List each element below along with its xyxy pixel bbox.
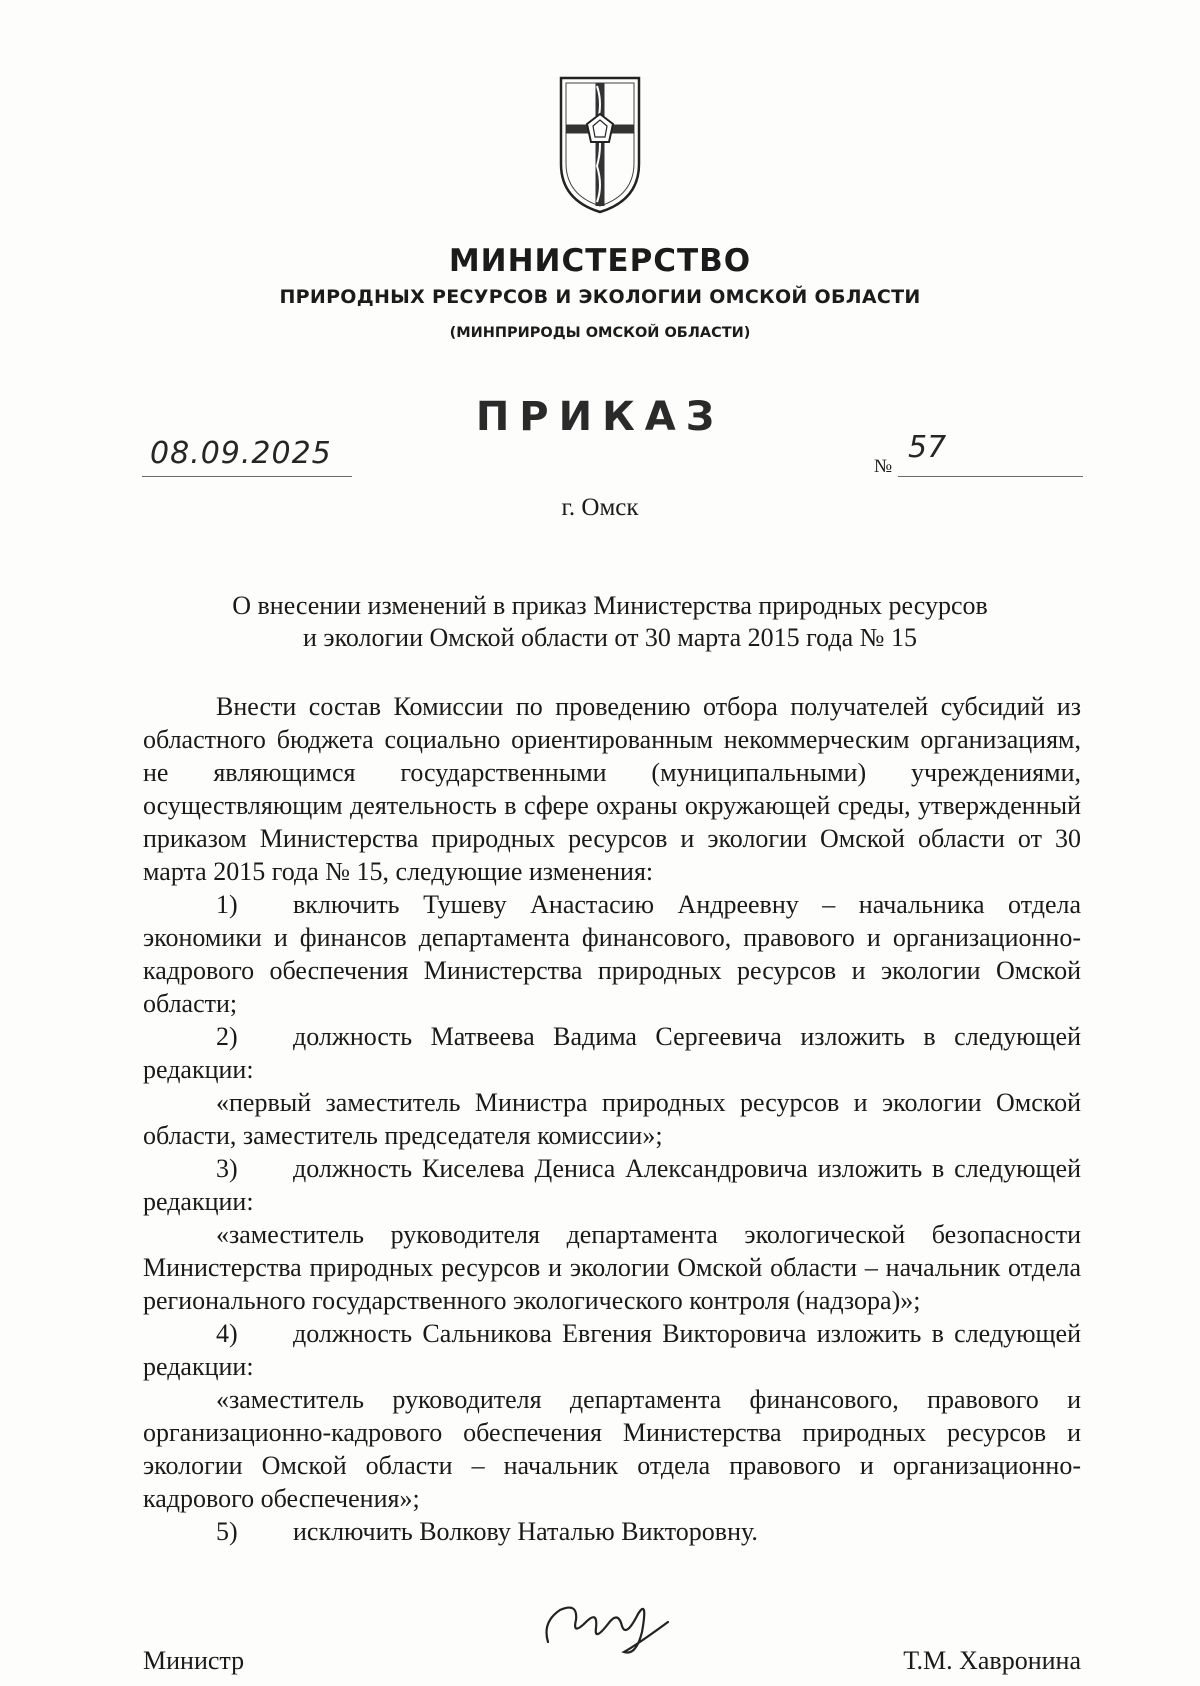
number-label: №	[874, 456, 893, 477]
item-number: 2)	[216, 1022, 238, 1051]
date-underline	[142, 476, 352, 477]
list-item	[143, 1152, 1081, 1218]
signer-position: Министр	[143, 1646, 245, 1675]
number-underline	[898, 476, 1083, 477]
document-title	[190, 590, 1030, 654]
item-number: 5)	[216, 1517, 238, 1546]
item-quote: «первый заместитель Министра природных ресурсов и экологии Омской области, заместитель председателя комиссии»;	[143, 1088, 1081, 1150]
title-line-1: О внесении изменений в приказ Министерства природных ресурсов	[232, 591, 988, 620]
ministry-subtitle: ПРИРОДНЫХ РЕСУРСОВ И ЭКОЛОГИИ ОМСКОЙ ОБЛАСТИ	[279, 286, 921, 308]
ministry-short-name: (МИНПРИРОДЫ ОМСКОЙ ОБЛАСТИ)	[449, 325, 751, 341]
document-body	[143, 690, 1081, 1548]
item-text: включить Тушеву Анастасию Андреевну – начальника отдела экономики и финансов департамента финансового, правового и организационно-кадрового обеспечения Министерства природных ресурсов и экологии Омской области;	[143, 890, 1081, 1018]
ministry-title: МИНИСТЕРСТВО	[448, 243, 752, 279]
item-number: 4)	[216, 1319, 238, 1348]
list-item	[143, 888, 1081, 1020]
document-date: 08.09.2025	[150, 436, 332, 471]
signer-name: Т.М. Хавронина	[903, 1646, 1081, 1675]
item-text: исключить Волкову Наталью Викторовну.	[293, 1517, 758, 1546]
list-item	[143, 1020, 1081, 1086]
list-item	[143, 1317, 1081, 1383]
item-text: должность Сальникова Евгения Викторовича изложить в следующей редакции:	[143, 1319, 1081, 1381]
document-city: г. Омск	[561, 494, 639, 521]
item-text: должность Матвеева Вадима Сергеевича изложить в следующей редакции:	[143, 1022, 1081, 1084]
list-item	[143, 1515, 1081, 1548]
item-number: 3)	[216, 1154, 238, 1183]
item-text: должность Киселева Дениса Александровича изложить в следующей редакции:	[143, 1154, 1081, 1216]
item-number: 1)	[216, 890, 238, 919]
intro-paragraph: Внести состав Комиссии по проведению отбора получателей субсидий из областного бюджета социально ориентированным некоммерческим организациям, не являющимся государственными (муниципальными) учреждениями, осуществляющим деятельность в сфере охраны окружающей среды, утвержденный приказом Министерства природных ресурсов и экологии Омской области от 30 марта 2015 года № 15, следующие изменения:	[143, 692, 1081, 886]
item-quote: «заместитель руководителя департамента финансового, правового и организационно-кадрового обеспечения Министерства природных ресурсов и экологии Омской области – начальник отдела правового и организационно-кадрового обеспечения»;	[143, 1385, 1081, 1513]
item-quote: «заместитель руководителя департамента экологической безопасности Министерства природных ресурсов и экологии Омской области – начальник отдела регионального государственного экологического контроля (надзора)»;	[143, 1220, 1081, 1315]
coat-of-arms-emblem	[557, 74, 643, 216]
document-type: ПРИКАЗ	[475, 394, 725, 440]
handwritten-signature	[538, 1592, 688, 1662]
document-number: 57	[908, 430, 947, 465]
title-line-2: и экологии Омской области от 30 марта 2015 года № 15	[303, 623, 917, 652]
